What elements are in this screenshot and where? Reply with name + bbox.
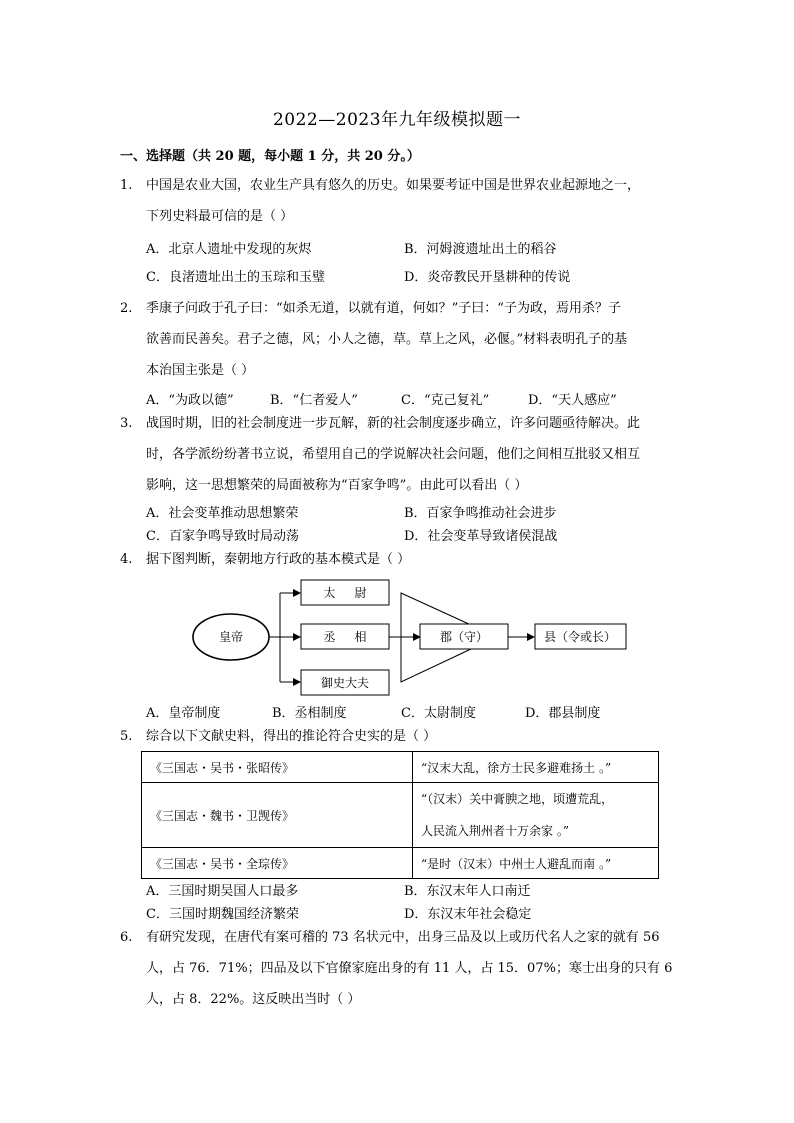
options-3 [146,502,666,548]
question-line: 综合以下文献史料，得出的推论符合史实的是（ ） [146,729,437,744]
table-cell-quote [413,783,659,848]
section-heading: 一、选择题（共 20 题，每小题 1 分，共 20 分。） [120,149,420,164]
option-c[interactable]: C．“克己复礼” [401,393,490,408]
option-a[interactable]: A．三国时期吴国人口最多 [146,884,299,899]
options-5 [146,880,666,926]
table-row [142,848,659,879]
table-cell-quote: “是时（汉末）中州士人避乱而南 。” [413,848,659,879]
option-b[interactable]: B．河姆渡遗址出土的稻谷 [404,242,557,257]
question-line: 本治国主张是（ ） [146,363,255,378]
question-number: 4. [120,552,133,567]
quote-line: “（汉末）关中膏腴之地，顷遭荒乱， [421,792,614,806]
question-line: 时，各学派纷纷著书立说，希望用自己的学说解决社会问题，他们之间相互批驳又相互 [146,447,641,462]
question-5 [120,721,680,752]
question-line: 人，占 8．22%。这反映出当时（ ） [146,992,361,1007]
taiwei-label: 太 尉 [323,586,367,600]
chengxiang-label: 丞 相 [323,630,367,644]
question-line: 季康子问政于孔子曰：“如杀无道，以就有道，何如？”子曰：“子为政，焉用杀？子 [146,301,621,316]
option-c[interactable]: C．百家争鸣导致时局动荡 [146,529,299,544]
option-c[interactable]: C．三国时期魏国经济繁荣 [146,907,299,922]
option-d[interactable]: D．郡县制度 [525,706,601,721]
option-b[interactable]: B．东汉末年人口南迁 [404,884,531,899]
question-1 [120,170,680,232]
option-d[interactable]: D．社会变革导致诸侯混战 [404,529,558,544]
emperor-label: 皇帝 [218,630,244,644]
table-cell-quote: “汉末大乱，徐方士民多避难扬土 。” [413,752,659,783]
option-c[interactable]: C．良渚遗址出土的玉琮和玉璧 [146,270,325,285]
option-b[interactable]: B．“仁者爱人” [270,393,358,408]
question-number: 5. [120,729,133,744]
question-number: 1. [120,178,133,193]
page-title: 2022—2023年九年级模拟题一 [272,110,522,130]
question-2 [120,293,680,386]
option-b[interactable]: B．百家争鸣推动社会进步 [404,506,557,521]
table-row [142,752,659,783]
option-b[interactable]: B．丞相制度 [272,706,347,721]
option-a[interactable]: A．北京人遗址中发现的灰烬 [146,242,312,257]
jun-label: 郡（守） [439,630,489,644]
table-cell-source: 《三国志・吴书・全琮传》 [142,848,413,879]
options-1 [146,238,666,294]
option-a[interactable]: A．社会变革推动思想繁荣 [146,506,299,521]
table-cell-source: 《三国志・魏书・卫觊传》 [142,783,413,848]
option-d[interactable]: D．东汉末年社会稳定 [404,907,532,922]
option-c[interactable]: C．太尉制度 [401,706,476,721]
xian-label: 县（令或长） [543,630,617,644]
yushi-label: 御史大夫 [320,676,370,690]
question-line: 人，占 76．71%；四品及以下官僚家庭出身的有 11 人，占 15．07%；寒士出身的只有 6 [146,961,673,976]
question-line: 欲善而民善矣。君子之德，风；小人之德，草。草上之风，必偃。”材料表明孔子的基 [146,332,628,347]
question-3 [120,408,680,501]
question-number: 6. [120,930,133,945]
option-a[interactable]: A．“为政以德” [146,393,234,408]
table-cell-source: 《三国志・吴书・张昭传》 [142,752,413,783]
option-d[interactable]: D．“天人感应” [528,393,617,408]
question-line: 据下图判断，秦朝地方行政的基本模式是（ ） [146,552,411,567]
source-table [141,751,659,879]
question-line: 影响，这一思想繁荣的局面被称为“百家争鸣”。由此可以看出（ ） [146,478,528,493]
question-line: 战国时期，旧的社会制度进一步瓦解，新的社会制度逐步确立，许多问题亟待解决。此 [146,416,641,431]
quote-line: 人民流入荆州者十万余家 。” [421,824,569,838]
question-number: 2. [120,301,133,316]
option-a[interactable]: A．皇帝制度 [146,706,221,721]
question-number: 3. [120,416,133,431]
question-line: 有研究发现，在唐代有案可稽的 73 名状元中，出身三品及以上或历代名人之家的就有 56 [146,930,660,945]
option-d[interactable]: D．炎帝教民开垦耕种的传说 [404,270,571,285]
question-line: 下列史料最可信的是（ ） [146,209,294,224]
qin-administration-diagram [188,575,638,700]
question-4 [120,544,680,575]
question-line: 中国是农业大国，农业生产具有悠久的历史。如果要考证中国是世界农业起源地之一， [146,178,641,193]
table-row [142,783,659,848]
question-6 [120,922,680,1015]
